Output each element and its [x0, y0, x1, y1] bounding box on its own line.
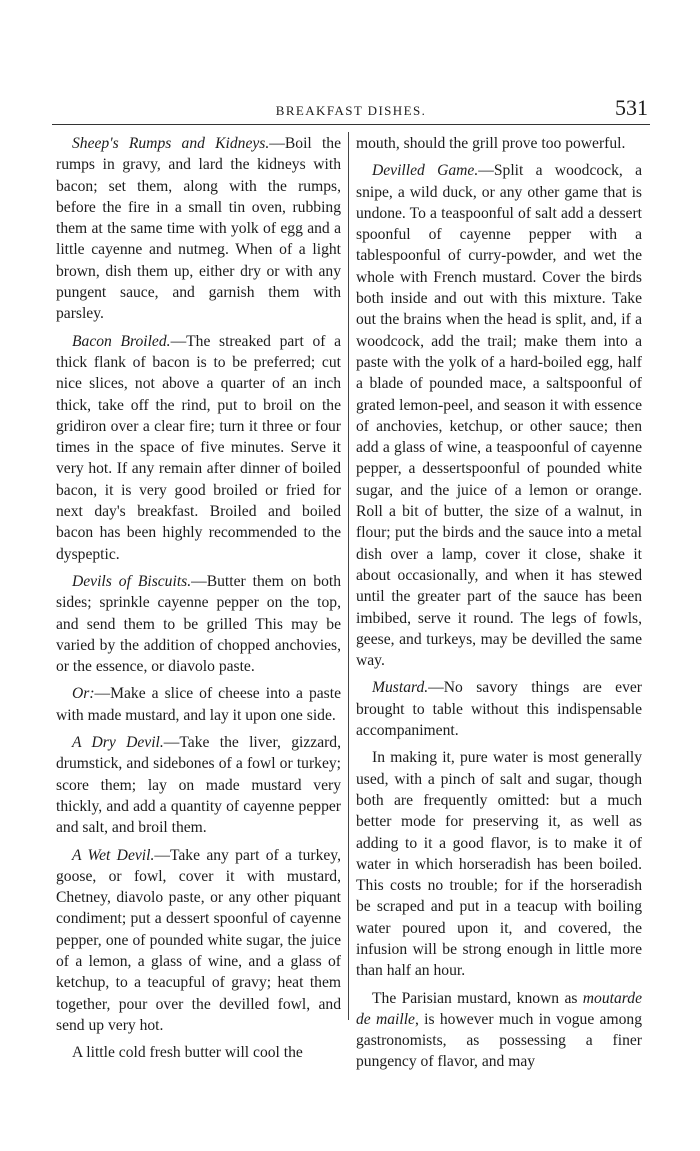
running-head [52, 95, 650, 125]
body-paragraph [56, 1042, 341, 1063]
body-paragraph [356, 747, 642, 981]
body-paragraph [356, 988, 642, 1073]
header-rule [52, 124, 650, 125]
body-text-tail: , is however much in vogue among gastronomists, as possessing a finer pungency of flavor, and may [356, 1010, 643, 1071]
recipe-text: —Make a slice of cheese into a paste with made mustard, and lay it upon one side. [56, 685, 341, 724]
recipe-paragraph [356, 160, 642, 671]
recipe-title: A Wet Devil. [72, 846, 155, 864]
recipe-text: —No savory things are ever brought to table without this indispensable accompaniment. [356, 679, 642, 740]
recipe-title: Sheep's Rumps and Kidneys. [72, 135, 270, 152]
recipe-text: —Butter them on both sides; sprinkle cayenne pepper on the top, and send them to be grilled This may be varied by the addition of chopped anchovies, or the essence, or diavolo paste. [56, 572, 342, 676]
recipe-paragraph [56, 331, 341, 565]
french-term: moutarde de maille [356, 989, 642, 1028]
recipe-title: Mustard. [372, 679, 429, 697]
right-column [356, 133, 642, 1079]
recipe-text: —Split a woodcock, a snipe, a wild duck, or any other game that is undone. To a teaspoonful of salt add a dessert spoonful of cayenne pepper with a tablespoonful of curry-powder, and wet the whole with French mustard. Cover the birds both inside and out with this mixture. Take out the brains when the head is split, and, if a woodcock, add the trail; make them into a paste with the yolk of a hard-boiled egg, half a blade of pounded mace, a saltspoonful of grated lemon-peel, and season it with essence of anchovies, ketchup, or other sauce; then add a glass of wine, a teaspoonful of cayenne pepper, a dessertspoonful of pounded white sugar, and the juice of a lemon or orange. Roll a bit of butter, the size of a walnut, in flour; put the birds and the sauce into a metal dish over a lamp, cover it close, shake it about occasionally, and when it has stewed until the greater part of the sauce has been imbibed, serve it round. The legs of fowls, geese, and turkeys, may be devilled the same way. [356, 162, 642, 670]
recipe-paragraph [56, 732, 341, 838]
running-title: BREAKFAST DISHES. [275, 103, 427, 118]
body-text: The Parisian mustard, known as [372, 989, 583, 1007]
recipe-title: Devilled Game. [372, 162, 479, 180]
recipe-title: Bacon Broiled. [72, 332, 171, 350]
recipe-paragraph [356, 677, 642, 741]
recipe-text: —Take any part of a turkey, goose, or fowl, cover it with mustard, Chetney, diavolo paste, or any other piquant condiment; put a dessert spoonful of cayenne pepper, one of pounded white sugar, the juice of a lemon, a glass of wine, and a glass of ketchup, to a teacupful of gravy; heat them together, pour over the devilled fowl, and send up very hot. [56, 846, 341, 1034]
recipe-paragraph [56, 133, 341, 325]
recipe-paragraph [56, 571, 341, 677]
recipe-text: —Take the liver, gizzard, drumstick, and sidebones of a fowl or turkey; score them; lay on made mustard very thickly, and add a quantity of cayenne pepper and salt, and broil them. [56, 734, 342, 837]
left-column [56, 133, 341, 1069]
continued-paragraph [356, 133, 642, 154]
page-number: 531 [615, 95, 648, 120]
recipe-paragraph [56, 683, 341, 726]
body-text: In making it, pure water is most generally used, with a pinch of salt and sugar, though both are frequently omitted: but a much better mode for preserving it, as well as adding to it a good flavor, is to make it of water in which horseradish has been boiled. This costs no trouble; for if the horseradish be scraped and put in a teacup with boiling water poured upon it, and covered, the infusion will be strong enough in little more than half an hour. [356, 749, 642, 980]
body-text: mouth, should the grill prove too powerful. [356, 135, 626, 152]
recipe-title: Devils of Biscuits. [72, 572, 192, 590]
recipe-title: A Dry Devil. [72, 734, 164, 752]
recipe-text: —The streaked part of a thick flank of bacon is to be preferred; cut nice slices, not above a quarter of an inch thick, take off the rind, put to broil on the gridiron over a clear fire; turn it three or four times in the space of five minutes. Serve it very hot. If any remain after dinner of boiled bacon, it is very good broiled or fried for next day's breakfast. Broiled and boiled bacon has been highly recommended to the dyspeptic. [56, 332, 341, 563]
recipe-text: —Boil the rumps in gravy, and lard the kidneys with bacon; set them, along with the rumps, before the fire in a small tin oven, rubbing them at the same time with yolk of egg and a little cayenne and nutmeg. When of a light brown, dish them up, either dry or with any pungent sauce, and garnish them with parsley. [56, 135, 342, 323]
recipe-paragraph [56, 845, 341, 1037]
recipe-title: Or: [72, 685, 95, 703]
body-text: A little cold fresh butter will cool the [72, 1044, 303, 1062]
column-divider [348, 132, 349, 1020]
